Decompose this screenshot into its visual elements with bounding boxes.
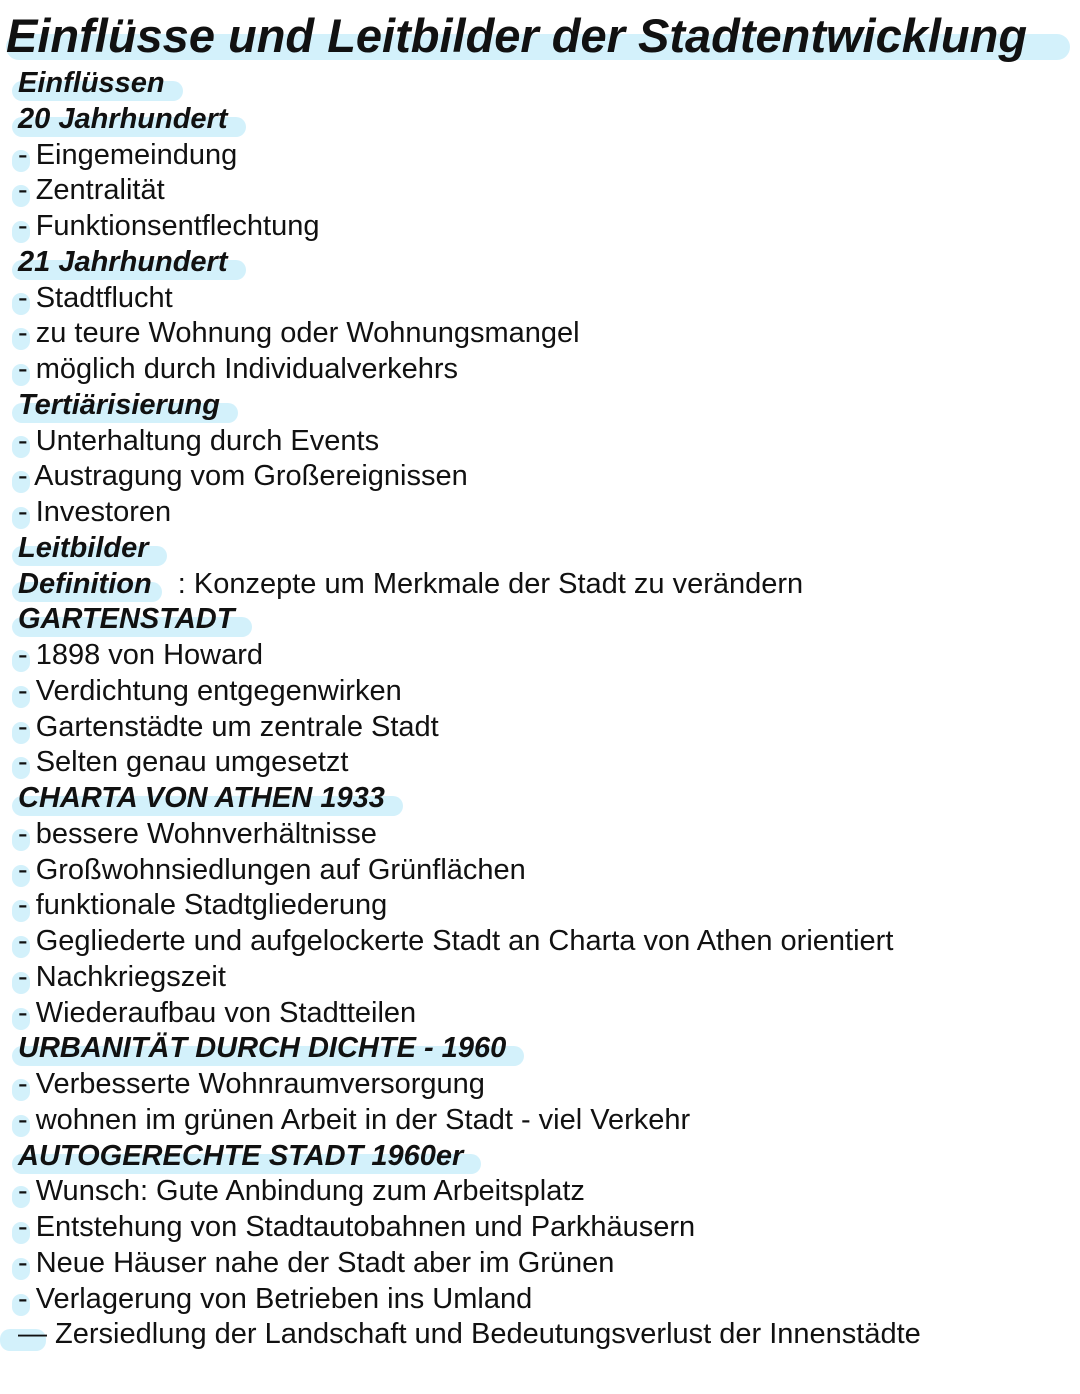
list-item: - 1898 von Howard	[14, 638, 1074, 674]
list-item: - Wunsch: Gute Anbindung zum Arbeitsplatz	[14, 1174, 1074, 1210]
list-item: - Neue Häuser nahe der Stadt aber im Grünen	[14, 1246, 1074, 1282]
list-item: - Wiederaufbau von Stadtteilen	[14, 996, 1074, 1032]
list-item: - Verbesserte Wohnraumversorgung	[14, 1067, 1074, 1103]
section-heading-autogerechte-stadt: AUTOGERECHTE STADT 1960er	[14, 1139, 1074, 1175]
list-item: - funktionale Stadtgliederung	[14, 888, 1074, 924]
list-item: - Entstehung von Stadtautobahnen und Parkhäusern	[14, 1210, 1074, 1246]
section-heading-urbanitaet: URBANITÄT DURCH DICHTE - 1960	[14, 1031, 1074, 1067]
list-item: - Großwohnsiedlungen auf Grünflächen	[14, 853, 1074, 889]
list-item: - Gartenstädte um zentrale Stadt	[14, 710, 1074, 746]
list-item: - Stadtflucht	[14, 281, 1074, 317]
list-item: - Austragung vom Großereignissen	[14, 459, 1074, 495]
list-item: - Investoren	[14, 495, 1074, 531]
list-item: - Gegliederte und aufgelockerte Stadt an Charta von Athen orientiert	[14, 924, 1074, 960]
list-item: - Eingemeindung	[14, 138, 1074, 174]
definition-term: Definition	[14, 567, 170, 603]
section-heading-21-jahrhundert: 21 Jahrhundert	[14, 245, 1074, 281]
list-item: - Selten genau umgesetzt	[14, 745, 1074, 781]
list-item: - Funktionsentflechtung	[14, 209, 1074, 245]
conclusion-line: — Zersiedlung der Landschaft und Bedeutungsverlust der Innenstädte	[14, 1317, 1074, 1353]
section-heading-charta-von-athen: CHARTA VON ATHEN 1933	[14, 781, 1074, 817]
notes-content	[14, 66, 1074, 1353]
list-item: - wohnen im grünen Arbeit in der Stadt - viel Verkehr	[14, 1103, 1074, 1139]
list-item: - zu teure Wohnung oder Wohnungsmangel	[14, 316, 1074, 352]
section-heading-20-jahrhundert: 20 Jahrhundert	[14, 102, 1074, 138]
definition-line	[14, 567, 1074, 603]
list-item: - bessere Wohnverhältnisse	[14, 817, 1074, 853]
list-item: - Unterhaltung durch Events	[14, 424, 1074, 460]
list-item: - Verlagerung von Betrieben ins Umland	[14, 1282, 1074, 1318]
list-item: - Nachkriegszeit	[14, 960, 1074, 996]
list-item: - Verdichtung entgegenwirken	[14, 674, 1074, 710]
section-heading-tertiaerisierung: Tertiärisierung	[14, 388, 1074, 424]
section-heading-gartenstadt: GARTENSTADT	[14, 602, 1074, 638]
list-item: - möglich durch Individualverkehrs	[14, 352, 1074, 388]
list-item: - Zentralität	[14, 173, 1074, 209]
section-heading-leitbilder: Leitbilder	[14, 531, 1074, 567]
section-heading-einfluesse: Einflüssen	[14, 66, 1074, 102]
definition-text: : Konzepte um Merkmale der Stadt zu verändern	[169, 567, 804, 600]
page-title: Einflüsse und Leitbilder der Stadtentwicklung	[6, 9, 1028, 62]
